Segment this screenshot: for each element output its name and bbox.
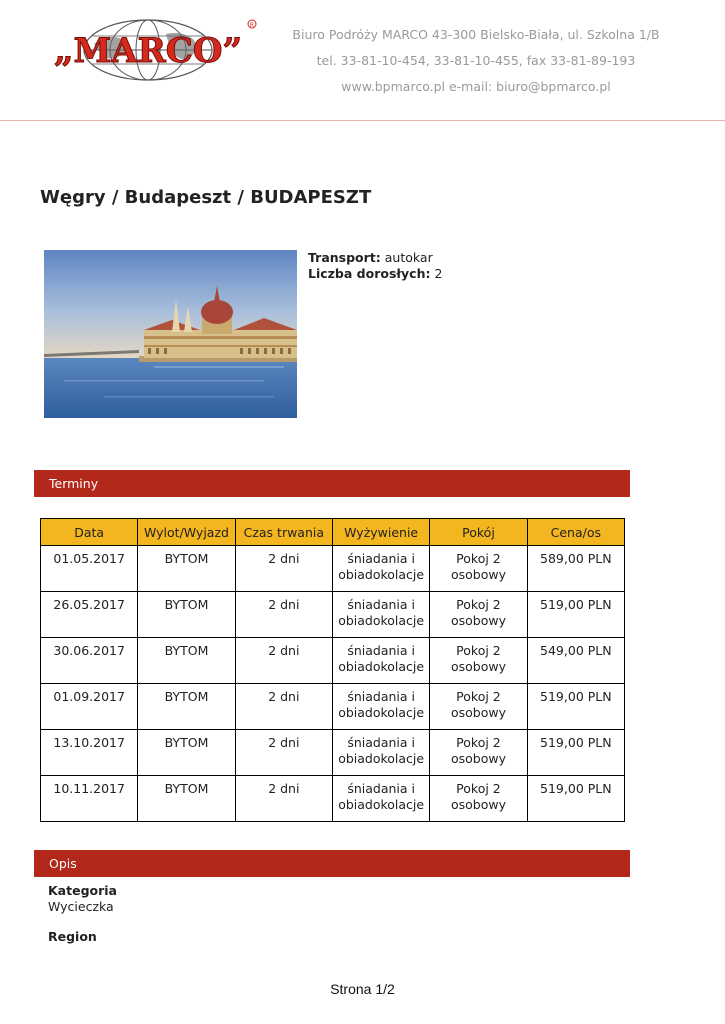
section-header-terms: Terminy — [34, 470, 630, 497]
cell-duration: 2 dni — [235, 776, 332, 822]
adults-value: 2 — [434, 266, 443, 281]
cell-date: 01.09.2017 — [41, 684, 138, 730]
column-header-duration: Czas trwania — [235, 519, 332, 546]
page-number: Strona 1/2 — [330, 981, 395, 997]
column-header-date: Data — [41, 519, 138, 546]
cell-room: Pokoj 2 osobowy — [430, 638, 527, 684]
table-row — [41, 592, 625, 638]
category-block — [48, 883, 117, 915]
region-block — [48, 929, 97, 945]
column-header-price: Cena/os — [527, 519, 624, 546]
transport-label: Transport: — [308, 250, 381, 265]
cell-date: 01.05.2017 — [41, 546, 138, 592]
cell-room: Pokoj 2 osobowy — [430, 684, 527, 730]
cell-board: śniadania i obiadokolacje — [332, 638, 429, 684]
terms-table — [40, 518, 625, 822]
table-row — [41, 776, 625, 822]
cell-departure: BYTOM — [138, 592, 235, 638]
section-header-description: Opis — [34, 850, 630, 877]
svg-text:R: R — [249, 22, 255, 29]
header-divider — [0, 120, 725, 121]
adults-row — [308, 266, 442, 282]
table-row — [41, 638, 625, 684]
column-header-board: Wyżywienie — [332, 519, 429, 546]
region-label: Region — [48, 929, 97, 944]
cell-duration: 2 dni — [235, 592, 332, 638]
cell-room: Pokoj 2 osobowy — [430, 592, 527, 638]
table-row — [41, 546, 625, 592]
company-web-email: www.bpmarco.pl e-mail: biuro@bpmarco.pl — [341, 79, 611, 94]
table-row — [41, 730, 625, 776]
cell-departure: BYTOM — [138, 684, 235, 730]
cell-board: śniadania i obiadokolacje — [332, 730, 429, 776]
trip-info — [308, 250, 442, 282]
adults-label: Liczba dorosłych: — [308, 266, 431, 281]
company-address: Biuro Podróży MARCO 43-300 Bielsko-Biała, ul. Szkolna 1/B — [292, 27, 660, 42]
cell-departure: BYTOM — [138, 546, 235, 592]
transport-value: autokar — [384, 250, 433, 265]
cell-price: 519,00 PLN — [527, 730, 624, 776]
company-contact — [290, 22, 662, 100]
cell-board: śniadania i obiadokolacje — [332, 592, 429, 638]
cell-price: 519,00 PLN — [527, 592, 624, 638]
cell-price: 549,00 PLN — [527, 638, 624, 684]
cell-date: 10.11.2017 — [41, 776, 138, 822]
cell-price: 519,00 PLN — [527, 776, 624, 822]
cell-board: śniadania i obiadokolacje — [332, 684, 429, 730]
column-header-departure: Wylot/Wyjazd — [138, 519, 235, 546]
page-title: Węgry / Budapeszt / BUDAPESZT — [40, 187, 372, 208]
globe-logo-icon — [34, 14, 262, 86]
cell-date: 26.05.2017 — [41, 592, 138, 638]
transport-row — [308, 250, 442, 266]
cell-duration: 2 dni — [235, 684, 332, 730]
cell-price: 519,00 PLN — [527, 684, 624, 730]
cell-date: 30.06.2017 — [41, 638, 138, 684]
cell-room: Pokoj 2 osobowy — [430, 730, 527, 776]
cell-room: Pokoj 2 osobowy — [430, 776, 527, 822]
cell-date: 13.10.2017 — [41, 730, 138, 776]
cell-duration: 2 dni — [235, 546, 332, 592]
cell-duration: 2 dni — [235, 638, 332, 684]
category-value: Wycieczka — [48, 899, 114, 914]
column-header-room: Pokój — [430, 519, 527, 546]
table-header-row — [41, 519, 625, 546]
destination-photo — [44, 250, 297, 418]
cell-price: 589,00 PLN — [527, 546, 624, 592]
company-logo — [34, 14, 262, 86]
cell-board: śniadania i obiadokolacje — [332, 546, 429, 592]
cell-board: śniadania i obiadokolacje — [332, 776, 429, 822]
logo-wordmark: „MARCO” — [53, 31, 243, 71]
category-label: Kategoria — [48, 883, 117, 898]
cell-departure: BYTOM — [138, 776, 235, 822]
table-row — [41, 684, 625, 730]
cell-departure: BYTOM — [138, 730, 235, 776]
cell-room: Pokoj 2 osobowy — [430, 546, 527, 592]
company-phone: tel. 33-81-10-454, 33-81-10-455, fax 33-81-89-193 — [316, 53, 636, 68]
cell-departure: BYTOM — [138, 638, 235, 684]
cell-duration: 2 dni — [235, 730, 332, 776]
